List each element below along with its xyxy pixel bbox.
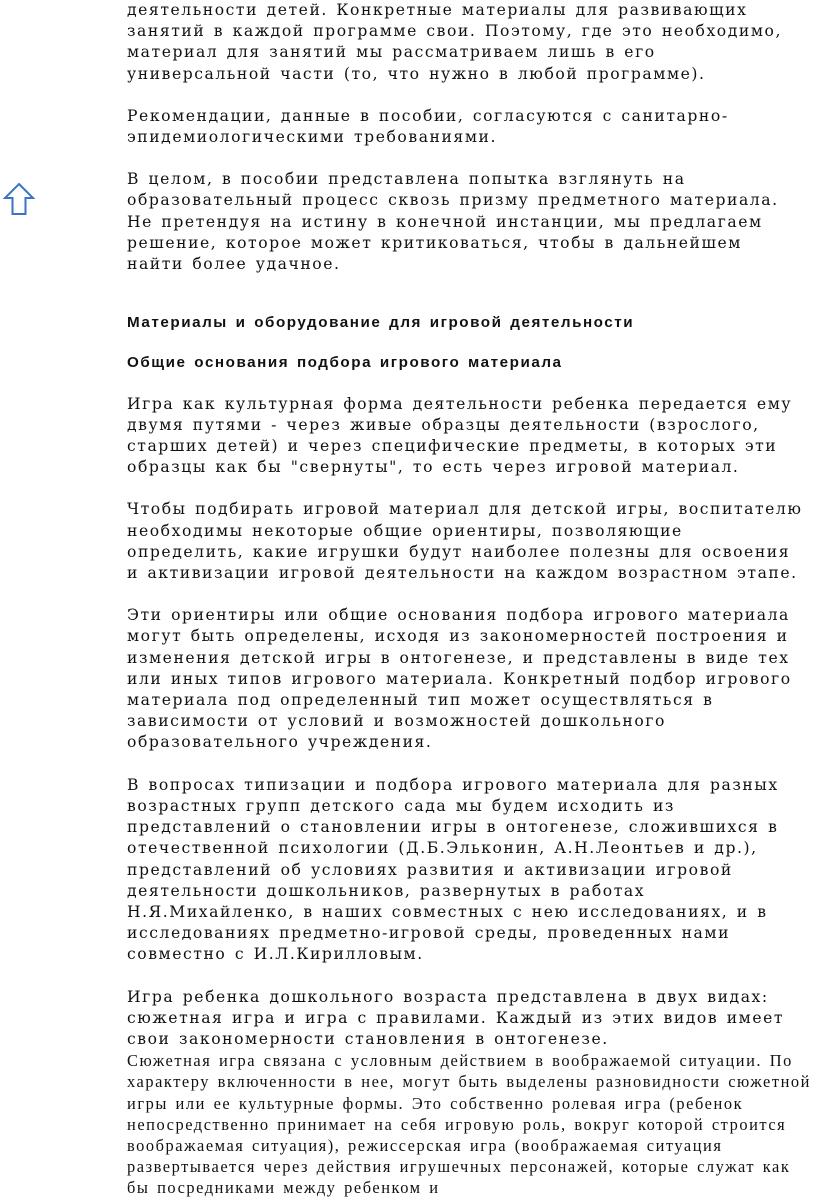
section-heading: Материалы и оборудование для игровой деятельности (127, 314, 635, 332)
paragraph: Сюжетная игра связана с условным действием в воображаемой ситуации. По характеру включенности в нее, могут быть выделены разновидности сюжетной игры или ее культурные формы. Это собственно ролевая игра (ребенок непосредственно принимает на себя игровую роль, вокруг которой строится воображаемая ситуация), режиссерская игра (воображаемая ситуация развертывается через действия игрушечных персонажей, которые служат как бы посредниками между ребенком и (127, 1051, 811, 1198)
paragraph: Игра ребенка дошкольного возраста представлена в двух видах: сюжетная игра и игра с правилами. Каждый из этих видов имеет свои закономерности становления в онтогенезе. (127, 987, 785, 1048)
paragraph: В вопросах типизации и подбора игрового материала для разных возрастных групп детского сада мы будем исходить из представлений о становлении игры в онтогенезе, сложившихся в отечественной психологии (Д.Б.Эльконин, А.Н.Леонтьев и др.), представлений об условиях развития и активизации игровой деятельности дошкольников, развернутых в работах Н.Я.Михайленко, в наших совместных с нею исследованиях, и в исследованиях предметно-игровой среды, проведенных нами совместно с И.Л.Кирилловым. (127, 775, 779, 964)
document-body (127, 0, 811, 1199)
paragraph: Игра как культурная форма деятельности ребенка передается ему двумя путями - через живые образцы деятельности (взрослого, старших детей) и через специфические предметы, в которых эти образцы как бы "свернуты", то есть через игровой материал. (127, 394, 793, 477)
paragraph: деятельности детей. Конкретные материалы для развивающих занятий в каждой программе свои. Поэтому, где это необходимо, материал для занятий мы рассматриваем лишь в его универсальной части (то, что нужно в любой программе). (127, 1, 782, 83)
subsection-heading: Общие основания подбора игрового материала (127, 354, 563, 372)
up-arrow-icon[interactable] (2, 181, 36, 217)
paragraph: Чтобы подбирать игровой материал для детской игры, воспитателю необходимы некоторые общие ориентиры, позволяющие определить, какие игрушки будут наиболее полезны для освоения и активизации игровой деятельности на каждом возрастном этапе. (127, 500, 803, 583)
paragraph: Эти ориентиры или общие основания подбора игрового материала могут быть определены, исходя из закономерностей построения и изменения детской игры в онтогенезе, и представлены в виде тех или иных типов игрового материала. Конкретный подбор игрового материала под определенный тип может осуществляться в зависимости от условий и возможностей дошкольного образовательного учреждения. (127, 606, 792, 752)
paragraph: В целом, в пособии представлена попытка взглянуть на образовательный процесс сквозь призму предметного материала. Не претендуя на истину в конечной инстанции, мы предлагаем решение, которое может критиковаться, чтобы в дальнейшем найти более удачное. (127, 170, 779, 274)
paragraph: Рекомендации, данные в пособии, согласуются с санитарно-эпидемиологическими требованиями. (127, 106, 729, 147)
